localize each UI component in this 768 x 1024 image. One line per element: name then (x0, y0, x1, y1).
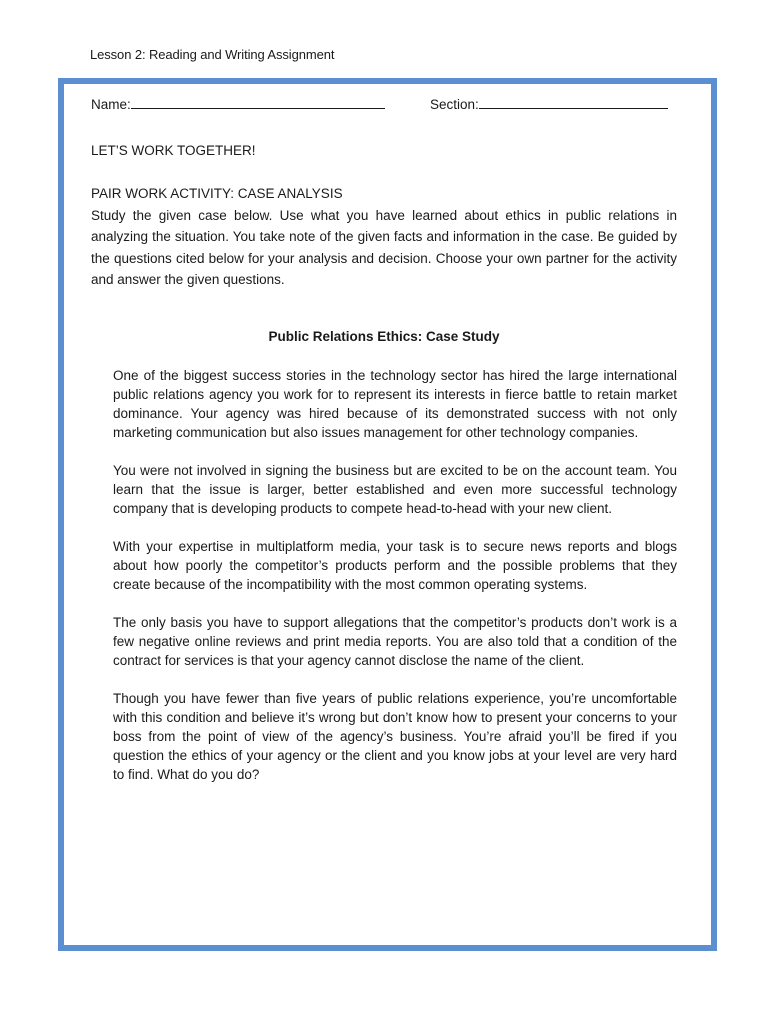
case-paragraph: Though you have fewer than five years of public relations experience, you’re uncomfortable with this condition and believe it’s wrong but don’t know how to present your concerns to your boss from the point of view of the agency’s business. You’re afraid you’ll be fired if you question the ethics of your agency or the client and you know jobs at your level are very hard to find. What do you do? (113, 691, 677, 782)
case-paragraph: You were not involved in signing the business but are excited to be on the account team. You learn that the issue is larger, better established and even more successful technology company that is developing products to compete head-to-head with your new client. (113, 463, 677, 516)
case-paragraph: The only basis you have to support allegations that the competitor’s products don’t work is a few negative online reviews and print media reports. You are also told that a condition of the contract for services is that your agency cannot disclose the name of the client. (113, 615, 677, 668)
intro-block (91, 140, 677, 291)
case-study-body (113, 366, 677, 803)
case-study-title: Public Relations Ethics: Case Study (268, 329, 500, 344)
case-paragraph: One of the biggest success stories in the technology sector has hired the large international public relations agency you work for to represent its interests in fierce battle to retain market dominance. Your agency was hired because of its demonstrated success with not only marketing communication but also issues management for other technology companies. (113, 368, 677, 440)
activity-title: PAIR WORK ACTIVITY: CASE ANALYSIS (91, 186, 343, 201)
work-together-heading: LET’S WORK TOGETHER! (91, 143, 256, 158)
section-field[interactable] (430, 96, 668, 112)
name-blank-line[interactable] (131, 96, 385, 109)
activity-instructions: Study the given case below. Use what you have learned about ethics in public relations in analyzing the situation. You take note of the given facts and information in the case. Be guided by the questions cited below for your analysis and decision. Choose your own partner for the activity and answer the given questions. (91, 207, 677, 287)
case-paragraph: With your expertise in multiplatform media, your task is to secure news reports and blogs about how poorly the competitor’s products perform and the possible problems that they create because of the incompatibility with the most common operating systems. (113, 539, 677, 592)
section-label: Section: (430, 97, 479, 112)
page-header: Lesson 2: Reading and Writing Assignment (90, 47, 335, 62)
name-label: Name: (91, 97, 131, 112)
name-field[interactable] (91, 96, 385, 112)
section-blank-line[interactable] (479, 96, 668, 109)
